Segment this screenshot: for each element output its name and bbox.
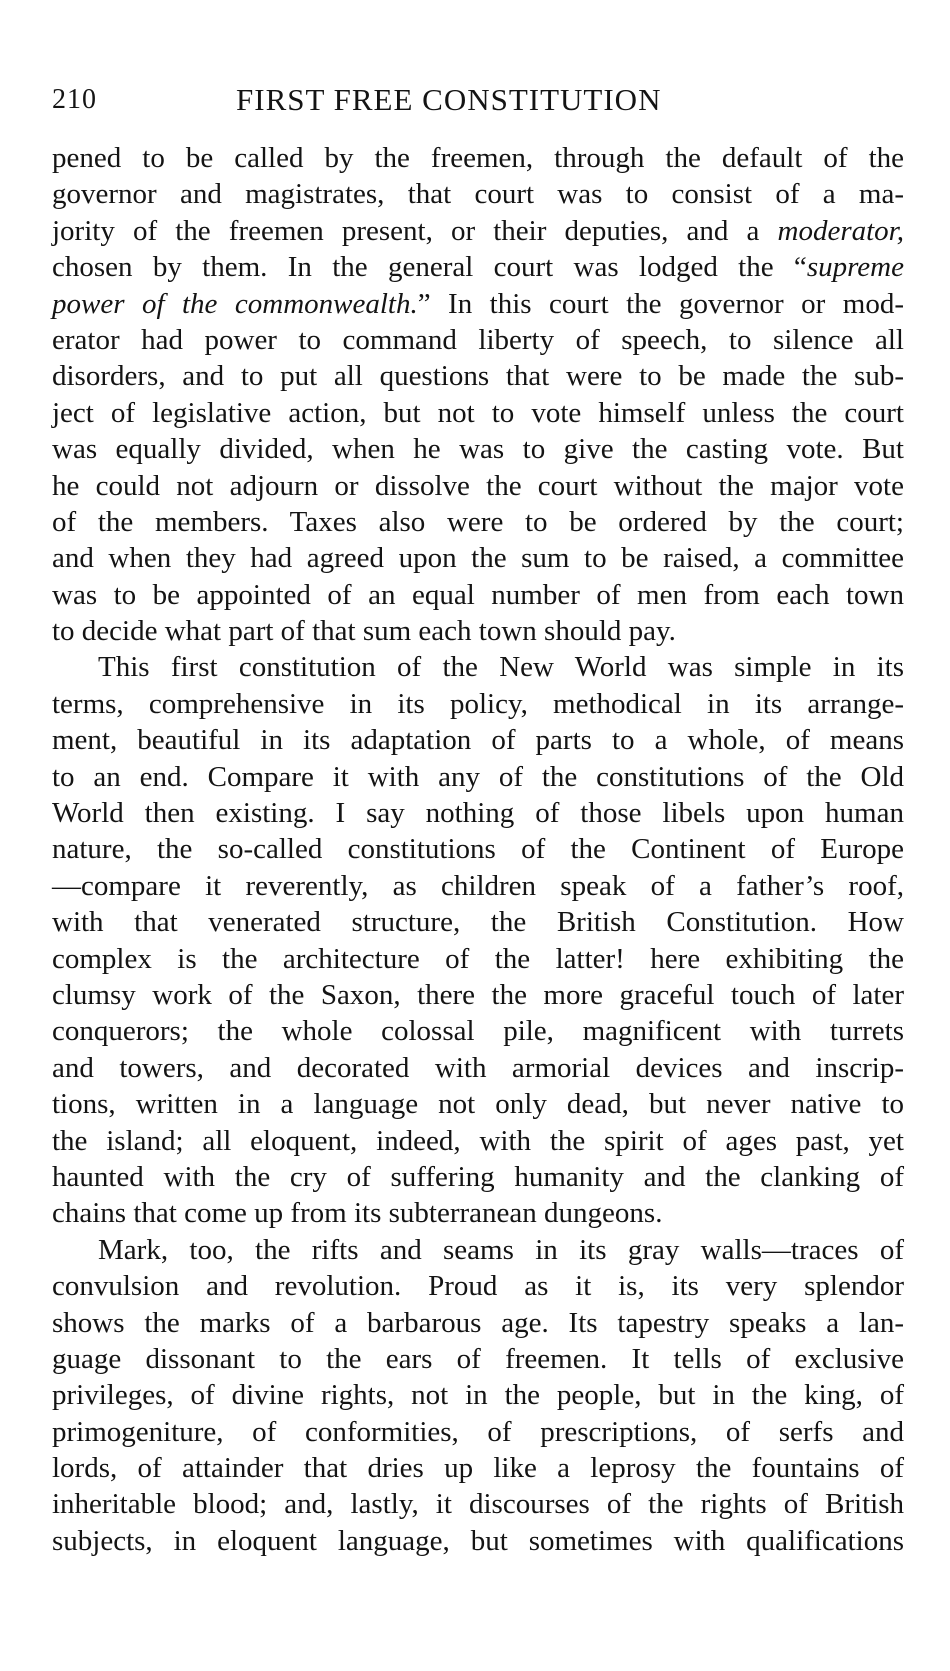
italic-quote: supreme [806, 251, 904, 284]
text-line: haunted with the cry of suffering humanity and the clanking of [52, 1160, 904, 1193]
text-line: clumsy work of the Saxon, there the more graceful touch of later [52, 978, 904, 1011]
text-line: privileges, of divine rights, not in the people, but in the king, of [52, 1379, 904, 1412]
paragraph [52, 1232, 904, 1560]
text-line: he could not adjourn or dissolve the court without the major vote [52, 469, 904, 502]
text-line: pened to be called by the freemen, through the default of the [52, 142, 904, 174]
text-line: the island; all eloquent, indeed, with the spirit of ages past, yet [52, 1124, 904, 1157]
text-line: ject of legislative action, but not to vote himself unless the court [52, 396, 904, 429]
text-line: subjects, in eloquent language, but sometimes with qualifications [52, 1524, 904, 1557]
text-line: Mark, too, the rifts and seams in its gray walls—traces of [98, 1233, 904, 1266]
italic-quote: power of the commonwealth. [52, 287, 418, 320]
body-text [52, 140, 904, 1559]
text-line [52, 213, 904, 249]
paragraph [52, 649, 904, 1231]
text-line: tions, written in a language not only dead, but never native to [52, 1088, 904, 1121]
text-line: convulsion and revolution. Proud as it is, its very splendor [52, 1270, 904, 1303]
line-fragment: jority of the freemen present, or their deputies, and a [52, 214, 760, 247]
text-line: guage dissonant to the ears of freemen. It tells of exclusive [52, 1342, 904, 1375]
text-line: was equally divided, when he was to give the casting vote. But [52, 433, 904, 466]
text-line: ment, beautiful in its adaptation of parts to a whole, of means [52, 724, 904, 757]
text-line: inheritable blood; and, lastly, it discourses of the rights of British [52, 1488, 904, 1521]
text-line: and towers, and decorated with armorial devices and inscrip- [52, 1051, 904, 1084]
text-line: governor and magistrates, that court was to consist of a ma- [52, 178, 904, 211]
paragraph [52, 140, 904, 649]
text-line: with that venerated structure, the British Constitution. How [52, 906, 904, 939]
text-line: chains that come up from its subterranean dungeons. [52, 1197, 663, 1230]
text-line: World then existing. I say nothing of those libels upon human [52, 797, 904, 830]
text-line: shows the marks of a barbarous age. Its tapestry speaks a lan- [52, 1306, 904, 1339]
text-line: erator had power to command liberty of speech, to silence all [52, 323, 904, 356]
text-line: disorders, and to put all questions that were to be made the sub- [52, 360, 904, 393]
italic-term: moderator, [777, 214, 904, 247]
text-line: complex is the architecture of the latter! here exhibiting the [52, 942, 904, 975]
running-title: FIRST FREE CONSTITUTION [236, 82, 662, 117]
line-fragment: ” In this court the governor or mod- [417, 287, 904, 320]
running-head [52, 78, 904, 122]
text-line: primogeniture, of conformities, of prescriptions, of serfs and [52, 1415, 904, 1448]
text-line: and when they had agreed upon the sum to be raised, a committee [52, 542, 904, 575]
text-line: of the members. Taxes also were to be ordered by the court; [52, 505, 904, 538]
book-page [52, 78, 904, 1559]
text-line: nature, the so-called constitutions of the Continent of Europe [52, 833, 904, 866]
text-line: lords, of attainder that dries up like a leprosy the fountains of [52, 1452, 904, 1485]
text-line: This first constitution of the New World was simple in its [98, 651, 904, 684]
text-line [52, 286, 904, 322]
page-number: 210 [52, 84, 97, 115]
text-line: —compare it reverently, as children speak of a father’s roof, [52, 869, 904, 902]
text-line: was to be appointed of an equal number of men from each town [52, 578, 904, 611]
text-line [52, 249, 904, 285]
text-line: to an end. Compare it with any of the constitutions of the Old [52, 760, 904, 793]
text-line: terms, comprehensive in its policy, methodical in its arrange- [52, 687, 904, 720]
text-line: conquerors; the whole colossal pile, magnificent with turrets [52, 1015, 904, 1048]
line-fragment: chosen by them. In the general court was lodged the “ [52, 251, 807, 284]
text-line: to decide what part of that sum each town should pay. [52, 615, 676, 648]
